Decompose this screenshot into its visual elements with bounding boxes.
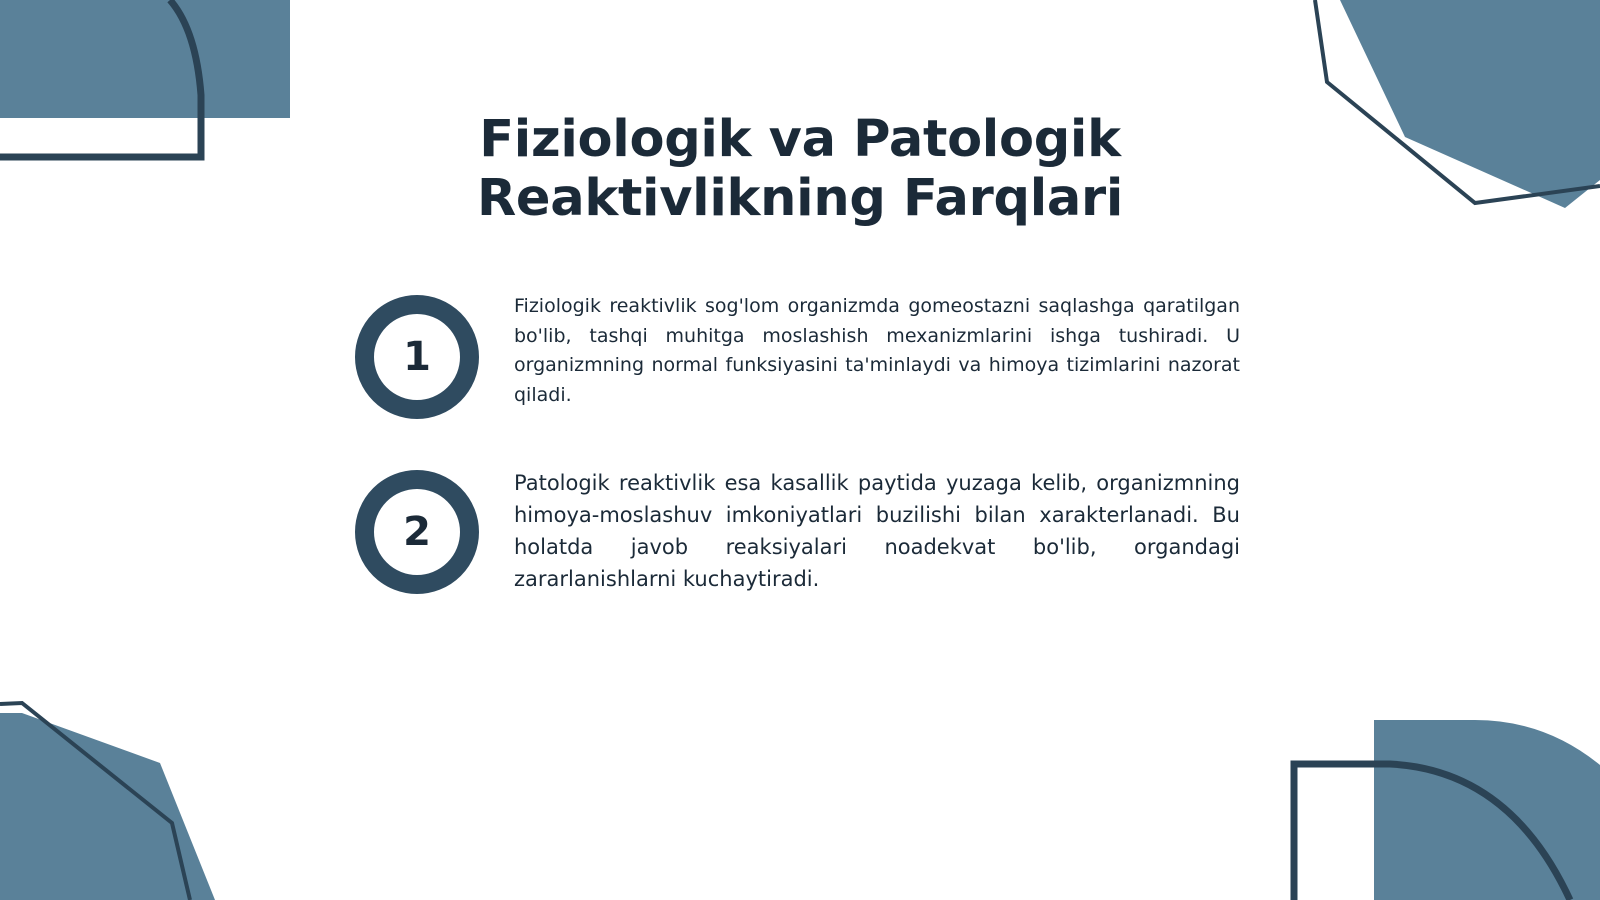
slide-title	[300, 110, 1300, 228]
number-badge-2: 2	[355, 470, 479, 594]
decor-block	[1340, 0, 1600, 208]
corner-decoration-top-left	[0, 0, 300, 170]
decor-block	[1374, 720, 1600, 900]
item-text-1: Fiziologik reaktivlik sog'lom organizmda gomeostazni saqlashga qaratilgan bo'lib, tashqi muhitga moslashish mexanizmlarini ishga tushiradi. U organizmning normal funksiyasini ta'minlaydi va himoya tizimlarini nazorat qiladi.	[514, 295, 1240, 406]
number-badge-1: 1	[355, 295, 479, 419]
corner-decoration-top-right	[1300, 0, 1600, 220]
corner-decoration-bottom-left	[0, 690, 230, 900]
slide-title-line-2: Reaktivlikning Farqlari	[476, 169, 1124, 228]
item-text-2: Patologik reaktivlik esa kasallik paytida yuzaga kelib, organizmning himoya-moslashuv imkoniyatlari buzilishi bilan xarakterlanadi. Bu holatda javob reaksiyalari noadekvat bo'lib, organdagi zararlanishlarni kuchaytiradi.	[514, 471, 1240, 591]
slide-title-line-1: Fiziologik va Patologik	[479, 110, 1121, 169]
corner-decoration-bottom-right	[1290, 720, 1600, 900]
decor-block	[0, 0, 290, 118]
